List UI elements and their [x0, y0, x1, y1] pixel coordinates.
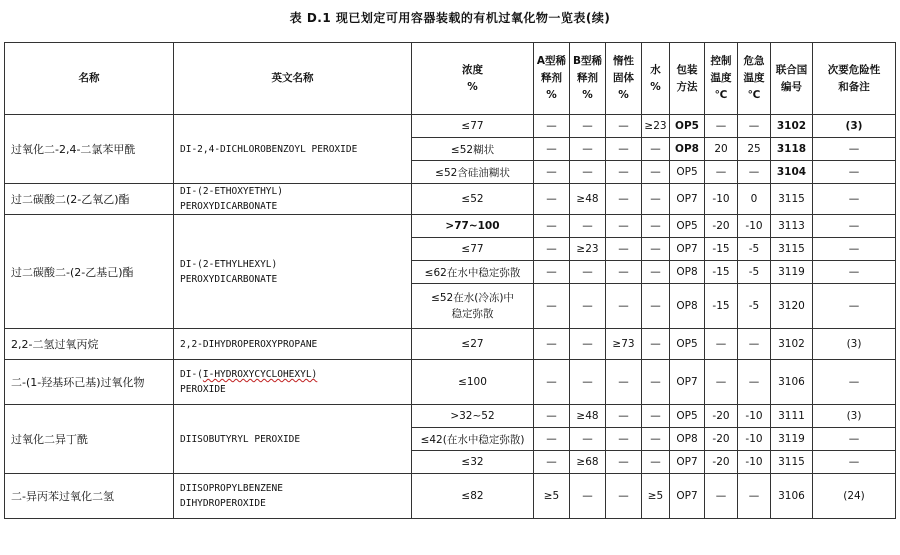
- header-row: [5, 43, 896, 115]
- cell-dash: —: [738, 360, 771, 405]
- cell-english: [174, 360, 412, 405]
- cell-dash: —: [738, 329, 771, 360]
- col-ctrl: 控制 温度 ℃: [705, 43, 738, 115]
- cell-name: 2,2-二氢过氧丙烷: [5, 329, 174, 360]
- cell-dash: —: [642, 261, 670, 284]
- cell-risk: (24): [813, 474, 896, 519]
- cell-dash: —: [534, 451, 570, 474]
- cell-english: DI-(2-ETHOXYETHYL) PEROXYDICARBONATE: [174, 184, 412, 215]
- cell-dash: —: [705, 360, 738, 405]
- cell-un: 3115: [771, 238, 813, 261]
- cell-pack: OP7: [670, 238, 705, 261]
- english-underlined: I-HYDROXYCYCLOHEXYL): [202, 369, 318, 380]
- cell-dash: —: [705, 329, 738, 360]
- cell-dash: —: [642, 138, 670, 161]
- cell-dash: —: [534, 161, 570, 184]
- cell-ctrl: -20: [705, 451, 738, 474]
- cell-dash: —: [813, 215, 896, 238]
- cell-pack: OP5: [670, 405, 705, 428]
- cell-un: 3120: [771, 284, 813, 329]
- cell-dash: —: [738, 115, 771, 138]
- cell-english: 2,2-DIHYDROPEROXYPROPANE: [174, 329, 412, 360]
- cell-dash: —: [606, 284, 642, 329]
- cell-dash: —: [570, 261, 606, 284]
- cell-pack: OP8: [670, 428, 705, 451]
- cell-dash: —: [813, 261, 896, 284]
- cell-un: 3119: [771, 428, 813, 451]
- cell-conc: >77~100: [412, 215, 534, 238]
- cell-dil-b: ≥23: [570, 238, 606, 261]
- cell-dash: —: [738, 474, 771, 519]
- cell-emerg: -10: [738, 215, 771, 238]
- cell-ctrl: -20: [705, 215, 738, 238]
- cell-emerg: -5: [738, 284, 771, 329]
- cell-dash: —: [606, 428, 642, 451]
- cell-un: 3106: [771, 360, 813, 405]
- cell-pack: OP8: [670, 138, 705, 161]
- cell-dash: —: [606, 405, 642, 428]
- cell-ctrl: -20: [705, 405, 738, 428]
- cell-dash: —: [606, 474, 642, 519]
- col-dil-a: A型稀 释剂 %: [534, 43, 570, 115]
- cell-conc: ≤77: [412, 115, 534, 138]
- english-part: DI-(: [180, 369, 203, 380]
- cell-dash: —: [642, 405, 670, 428]
- cell-ctrl: -15: [705, 261, 738, 284]
- cell-dash: —: [534, 284, 570, 329]
- cell-dash: —: [813, 284, 896, 329]
- cell-dash: —: [738, 161, 771, 184]
- cell-dil-a: ≥5: [534, 474, 570, 519]
- cell-pack: OP8: [670, 261, 705, 284]
- cell-pack: OP5: [670, 329, 705, 360]
- cell-dil-b: ≥48: [570, 184, 606, 215]
- col-water: 水 %: [642, 43, 670, 115]
- cell-risk: (3): [813, 115, 896, 138]
- cell-dash: —: [606, 115, 642, 138]
- english-part: PEROXIDE: [180, 384, 226, 395]
- cell-un: 3118: [771, 138, 813, 161]
- cell-dash: —: [642, 360, 670, 405]
- cell-name: 过氧化二异丁酰: [5, 405, 174, 474]
- col-dil-b: B型稀 释剂 %: [570, 43, 606, 115]
- cell-dash: —: [606, 184, 642, 215]
- cell-dil-b: ≥48: [570, 405, 606, 428]
- cell-dash: —: [570, 428, 606, 451]
- cell-name: 过二碳酸二-(2-乙基己)酯: [5, 215, 174, 329]
- cell-dash: —: [606, 138, 642, 161]
- cell-dash: —: [813, 161, 896, 184]
- cell-dash: —: [813, 428, 896, 451]
- cell-pack: OP8: [670, 284, 705, 329]
- cell-pack: OP7: [670, 474, 705, 519]
- cell-un: 3115: [771, 451, 813, 474]
- cell-dash: —: [570, 138, 606, 161]
- cell-pack: OP5: [670, 115, 705, 138]
- cell-pack: OP5: [670, 215, 705, 238]
- cell-pack: OP7: [670, 360, 705, 405]
- cell-dash: —: [570, 474, 606, 519]
- cell-conc: ≤52在水(冷冻)中 稳定弥散: [412, 284, 534, 329]
- cell-dash: —: [534, 329, 570, 360]
- cell-un: 3111: [771, 405, 813, 428]
- cell-dash: —: [570, 284, 606, 329]
- cell-dash: —: [813, 360, 896, 405]
- cell-dash: —: [642, 451, 670, 474]
- cell-un: 3115: [771, 184, 813, 215]
- table-row: [5, 405, 896, 428]
- table-row: [5, 474, 896, 519]
- cell-name: 二-(1-羟基环己基)过氧化物: [5, 360, 174, 405]
- cell-emerg: -10: [738, 451, 771, 474]
- col-conc: 浓度 %: [412, 43, 534, 115]
- cell-un: 3102: [771, 115, 813, 138]
- col-emerg: 危急 温度 ℃: [738, 43, 771, 115]
- cell-dash: —: [642, 284, 670, 329]
- cell-dash: —: [570, 161, 606, 184]
- cell-conc: >32~52: [412, 405, 534, 428]
- table-row: [5, 329, 896, 360]
- cell-dash: —: [534, 138, 570, 161]
- cell-english: DIISOBUTYRYL PEROXIDE: [174, 405, 412, 474]
- cell-emerg: -10: [738, 405, 771, 428]
- cell-english: DI-2,4-DICHLOROBENZOYL PEROXIDE: [174, 115, 412, 184]
- cell-dash: —: [642, 329, 670, 360]
- cell-dash: —: [534, 261, 570, 284]
- cell-name: 过氧化二-2,4-二氯苯甲酰: [5, 115, 174, 184]
- cell-conc: ≤52糊状: [412, 138, 534, 161]
- cell-un: 3113: [771, 215, 813, 238]
- cell-water: ≥23: [642, 115, 670, 138]
- cell-un: 3119: [771, 261, 813, 284]
- cell-dash: —: [813, 238, 896, 261]
- cell-pack: OP5: [670, 161, 705, 184]
- col-risk: 次要危险性 和备注: [813, 43, 896, 115]
- cell-pack: OP7: [670, 184, 705, 215]
- table-title: 表 D.1 现已划定可用容器装载的有机过氧化物一览表(续): [289, 11, 611, 25]
- col-english: 英文名称: [174, 43, 412, 115]
- cell-conc: ≤77: [412, 238, 534, 261]
- cell-inert: ≥73: [606, 329, 642, 360]
- cell-dash: —: [534, 215, 570, 238]
- cell-dash: —: [642, 428, 670, 451]
- cell-dash: —: [534, 360, 570, 405]
- cell-conc: ≤42(在水中稳定弥散): [412, 428, 534, 451]
- cell-emerg: -5: [738, 238, 771, 261]
- cell-dash: —: [642, 238, 670, 261]
- cell-dash: —: [642, 184, 670, 215]
- cell-dash: —: [705, 115, 738, 138]
- table-row: [5, 184, 896, 215]
- cell-conc: ≤100: [412, 360, 534, 405]
- cell-emerg: -5: [738, 261, 771, 284]
- cell-dash: —: [534, 238, 570, 261]
- col-inert: 惰性 固体 %: [606, 43, 642, 115]
- cell-name: 过二碳酸二(2-乙氧乙)酯: [5, 184, 174, 215]
- cell-dash: —: [642, 161, 670, 184]
- cell-dash: —: [570, 215, 606, 238]
- cell-dash: —: [606, 238, 642, 261]
- cell-english: DIISOPROPYLBENZENE DIHYDROPEROXIDE: [174, 474, 412, 519]
- col-un: 联合国 编号: [771, 43, 813, 115]
- cell-dash: —: [606, 261, 642, 284]
- cell-pack: OP7: [670, 451, 705, 474]
- cell-conc: ≤52含硅油糊状: [412, 161, 534, 184]
- cell-un: 3106: [771, 474, 813, 519]
- cell-un: 3102: [771, 329, 813, 360]
- cell-conc: ≤62在水中稳定弥散: [412, 261, 534, 284]
- cell-dash: —: [534, 405, 570, 428]
- cell-ctrl: 20: [705, 138, 738, 161]
- cell-english: DI-(2-ETHYLHEXYL) PEROXYDICARBONATE: [174, 215, 412, 329]
- cell-ctrl: -10: [705, 184, 738, 215]
- col-name: 名称: [5, 43, 174, 115]
- cell-un: 3104: [771, 161, 813, 184]
- cell-dash: —: [606, 360, 642, 405]
- cell-risk: (3): [813, 405, 896, 428]
- table-row: [5, 115, 896, 138]
- table-row: [5, 360, 896, 405]
- cell-dash: —: [534, 184, 570, 215]
- cell-conc: ≤27: [412, 329, 534, 360]
- cell-dash: —: [570, 360, 606, 405]
- cell-emerg: -10: [738, 428, 771, 451]
- cell-dash: —: [813, 138, 896, 161]
- cell-dil-b: ≥68: [570, 451, 606, 474]
- cell-dash: —: [570, 329, 606, 360]
- cell-emerg: 25: [738, 138, 771, 161]
- cell-dash: —: [813, 451, 896, 474]
- cell-name: 二-异丙苯过氧化二氢: [5, 474, 174, 519]
- cell-ctrl: -20: [705, 428, 738, 451]
- cell-conc: ≤32: [412, 451, 534, 474]
- cell-ctrl: -15: [705, 284, 738, 329]
- cell-water: ≥5: [642, 474, 670, 519]
- cell-dash: —: [534, 115, 570, 138]
- cell-dash: —: [570, 115, 606, 138]
- cell-conc: ≤52: [412, 184, 534, 215]
- cell-dash: —: [642, 215, 670, 238]
- cell-ctrl: -15: [705, 238, 738, 261]
- cell-emerg: 0: [738, 184, 771, 215]
- cell-dash: —: [705, 161, 738, 184]
- table-row: [5, 215, 896, 238]
- cell-dash: —: [534, 428, 570, 451]
- cell-dash: —: [606, 215, 642, 238]
- cell-dash: —: [705, 474, 738, 519]
- peroxide-table: [4, 42, 896, 519]
- col-pack: 包装 方法: [670, 43, 705, 115]
- cell-dash: —: [606, 451, 642, 474]
- cell-risk: (3): [813, 329, 896, 360]
- cell-dash: —: [813, 184, 896, 215]
- cell-conc: ≤82: [412, 474, 534, 519]
- cell-dash: —: [606, 161, 642, 184]
